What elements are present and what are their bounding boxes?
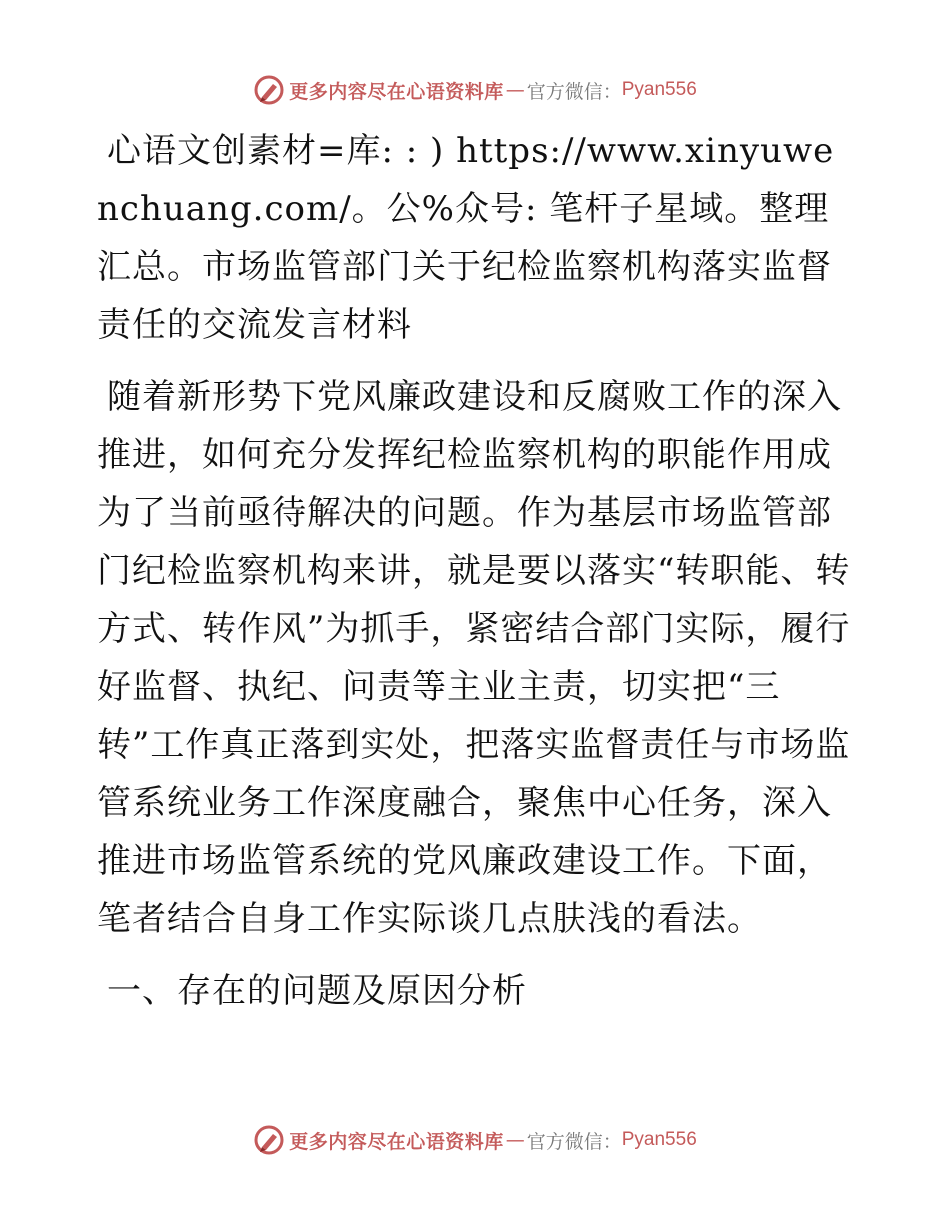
pen-logo-icon [253,1124,285,1156]
watermark-separator: — [505,79,525,101]
document-body [97,122,857,1034]
watermark-label: 官方微信： [526,1130,622,1153]
watermark-separator: — [505,1129,525,1151]
watermark-account: Pyan556 [621,1129,697,1150]
section-heading: 一、存在的问题及原因分析 [107,971,527,1011]
body-paragraph: 随着新形势下党风廉政建设和反腐败工作的深入推进，如何充分发挥纪检监察机构的职能作用成为了当前亟待解决的问题。作为基层市场监管部门纪检监察机构来讲，就是要以落实“转职能、转方式、转作风”为抓手，紧密结合部门实际，履行好监督、执纪、问责等主业主责，切实把“三转”工作真正落到实处，把落实监督责任与市场监管系统业务工作深度融合，聚焦中心任务，深入推进市场监管系统的党风廉政建设工作。下面，笔者结合自身工作实际谈几点肤浅的看法。 [97,377,851,939]
pen-logo-icon [253,74,285,106]
watermark-main-text: 更多内容尽在心语资料库 [289,80,504,103]
watermark-main-text: 更多内容尽在心语资料库 [289,1130,504,1153]
header-watermark [0,70,950,110]
footer-watermark [0,1120,950,1160]
intro-paragraph: 心语文创素材=库: : ) https://www.xinyuwenchuang.com/。公%众号: 笔杆子星域。整理汇总。市场监管部门关于纪检监察机构落实监督责任的交流发言材料 [97,131,835,345]
watermark-label: 官方微信： [526,80,622,103]
watermark-account: Pyan556 [621,79,697,100]
